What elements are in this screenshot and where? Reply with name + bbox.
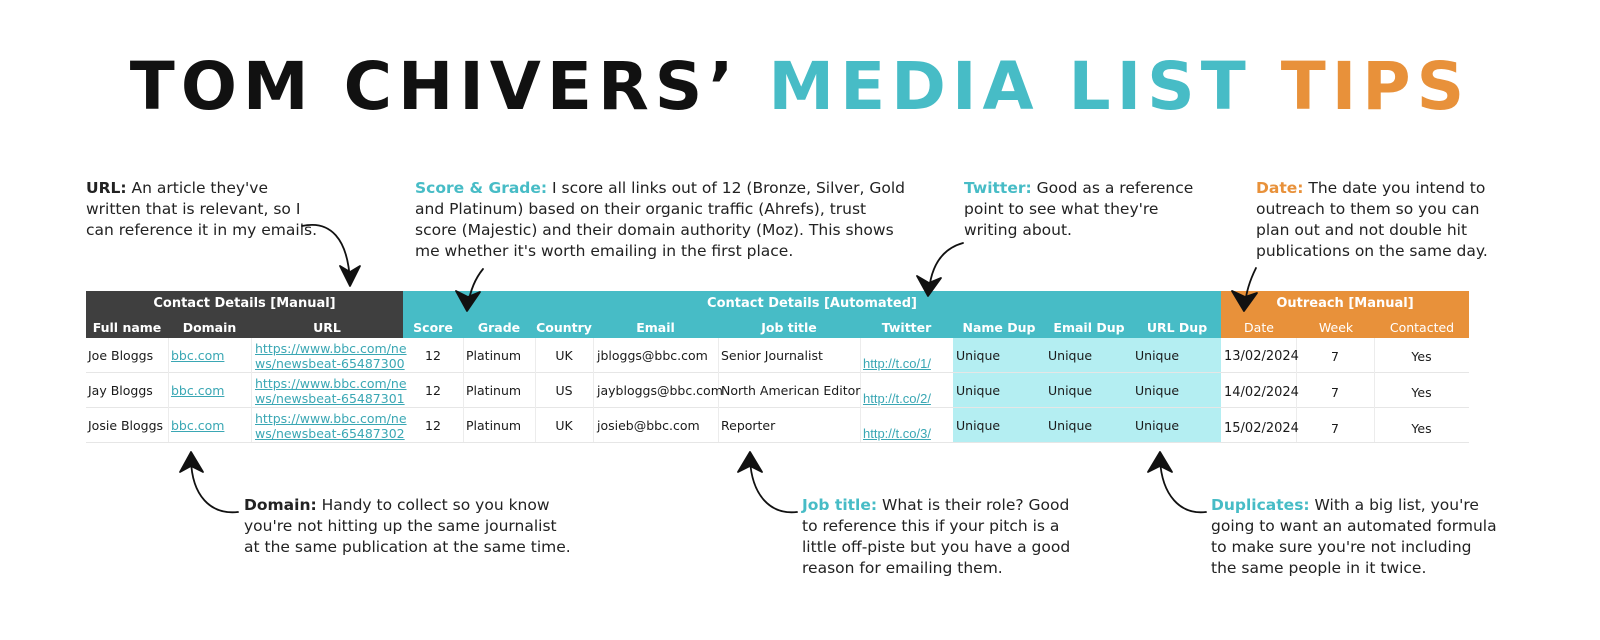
cell-url-dup: Unique xyxy=(1135,348,1180,363)
cell-url-line-2[interactable]: ws/newsbeat-65487300 xyxy=(255,356,405,371)
cell-email: jaybloggs@bbc.com xyxy=(597,383,723,398)
note-score-line-1: I score all links out of 12 (Bronze, Silver, Gold xyxy=(547,179,905,197)
note-twitter-line-3: writing about. xyxy=(964,221,1072,239)
cell-country: UK xyxy=(555,418,573,433)
note-date-label: Date: xyxy=(1256,179,1304,197)
note-score-line-4: me whether it's worth emailing in the first place. xyxy=(415,242,794,260)
note-date-line-3: plan out and not double hit xyxy=(1256,221,1468,239)
note-jobtitle-label: Job title: xyxy=(802,496,878,514)
col-header-twitter: Twitter xyxy=(881,320,932,335)
cell-contacted: Yes xyxy=(1411,349,1432,364)
cell-url-line-1[interactable]: https://www.bbc.com/ne xyxy=(255,376,407,391)
cell-email: josieb@bbc.com xyxy=(597,418,700,433)
cell-url-line-2[interactable]: ws/newsbeat-65487301 xyxy=(255,391,405,406)
note-duplicates-line-1: With a big list, you're xyxy=(1309,496,1479,514)
cell-email-dup: Unique xyxy=(1048,418,1093,433)
col-header-week: Week xyxy=(1318,320,1354,335)
note-twitter-line-2: point to see what they're xyxy=(964,200,1159,218)
arrowhead-twitter-icon xyxy=(917,276,941,296)
cell-contacted: Yes xyxy=(1411,385,1432,400)
col-header-job-title: Job title xyxy=(761,320,817,335)
note-twitter-line-1: Good as a reference xyxy=(1031,179,1194,197)
cell-url-line-1[interactable]: https://www.bbc.com/ne xyxy=(255,411,407,426)
col-header-contacted: Contacted xyxy=(1389,320,1455,335)
cell-week: 7 xyxy=(1331,421,1339,436)
cell-twitter-link[interactable]: http://t.co/1/ xyxy=(863,356,931,371)
header-group-manual-title: Contact Details [Manual] xyxy=(153,296,336,311)
col-header-grade: Grade xyxy=(477,320,521,335)
cell-score: 12 xyxy=(425,383,441,398)
cell-date: 14/02/2024 xyxy=(1224,385,1299,400)
cell-domain-link[interactable]: bbc.com xyxy=(171,383,225,398)
note-score-line-2: and Platinum) based on their organic traffic (Ahrefs), trust xyxy=(415,200,867,218)
cell-name-dup: Unique xyxy=(956,418,1001,433)
col-header-email-dup: Email Dup xyxy=(1053,320,1125,335)
col-header-date: Date xyxy=(1244,320,1274,335)
note-jobtitle-line-1: What is their role? Good xyxy=(877,496,1070,514)
title-part-3: TIPS xyxy=(1280,48,1471,125)
note-jobtitle-line-3: little off-piste but you have a good xyxy=(802,538,1071,556)
cell-email-dup: Unique xyxy=(1048,383,1093,398)
cell-url-dup: Unique xyxy=(1135,418,1180,433)
note-jobtitle-line-2: to reference this if your pitch is a xyxy=(802,517,1060,535)
col-header-domain: Domain xyxy=(182,320,237,335)
cell-grade: Platinum xyxy=(466,418,522,433)
cell-name-dup: Unique xyxy=(956,383,1001,398)
cell-name-dup: Unique xyxy=(956,348,1001,363)
note-url-line-2: written that is relevant, so I xyxy=(86,200,301,218)
note-duplicates-line-2: going to want an automated formula xyxy=(1211,517,1497,535)
cell-email: jbloggs@bbc.com xyxy=(597,348,708,363)
col-header-url-dup: URL Dup xyxy=(1146,320,1208,335)
note-jobtitle-line-4: reason for emailing them. xyxy=(802,559,1003,577)
note-domain-line-3: at the same publication at the same time. xyxy=(244,538,571,556)
note-date-line-2: outreach to them so you can xyxy=(1256,200,1480,218)
arrowhead-date-icon xyxy=(1232,291,1257,311)
cell-twitter-link[interactable]: http://t.co/3/ xyxy=(863,426,931,441)
col-header-full-name: Full name xyxy=(92,320,162,335)
cell-score: 12 xyxy=(425,418,441,433)
cell-domain-link[interactable]: bbc.com xyxy=(171,418,225,433)
arrowhead-url-icon xyxy=(340,266,360,286)
cell-country: UK xyxy=(555,348,573,363)
cell-url-line-1[interactable]: https://www.bbc.com/ne xyxy=(255,341,407,356)
cell-score: 12 xyxy=(425,348,441,363)
col-header-country: Country xyxy=(536,320,592,335)
note-duplicates-label: Duplicates: xyxy=(1211,496,1310,514)
cell-grade: Platinum xyxy=(466,383,522,398)
cell-twitter-link[interactable]: http://t.co/2/ xyxy=(863,391,931,406)
cell-url-dup: Unique xyxy=(1135,383,1180,398)
note-date-line-4: publications on the same day. xyxy=(1256,242,1488,260)
note-twitter-label: Twitter: xyxy=(964,179,1032,197)
header-group-automated-title: Contact Details [Automated] xyxy=(707,296,917,311)
cell-domain-link[interactable]: bbc.com xyxy=(171,348,225,363)
cell-url-line-2[interactable]: ws/newsbeat-65487302 xyxy=(255,426,405,441)
arrowhead-score-icon xyxy=(456,291,480,311)
note-url-label: URL: xyxy=(86,179,127,197)
cell-full-name: Joe Bloggs xyxy=(88,348,154,363)
note-duplicates-line-4: the same people in it twice. xyxy=(1211,559,1427,577)
note-domain-line-1: Handy to collect so you know xyxy=(316,496,550,514)
cell-date: 15/02/2024 xyxy=(1224,421,1299,436)
cell-job-title: Reporter xyxy=(721,418,776,433)
cell-week: 7 xyxy=(1331,385,1339,400)
col-header-email: Email xyxy=(636,320,675,335)
note-domain-label: Domain: xyxy=(244,496,317,514)
title-part-1: TOM CHIVERS’ xyxy=(129,48,740,125)
cell-full-name: Josie Bloggs xyxy=(88,418,164,433)
cell-date: 13/02/2024 xyxy=(1224,349,1299,364)
note-duplicates-line-3: to make sure you're not including xyxy=(1211,538,1472,556)
cell-grade: Platinum xyxy=(466,348,522,363)
note-url-line-3: can reference it in my emails. xyxy=(86,221,318,239)
col-header-score: Score xyxy=(413,320,453,335)
cell-full-name: Jay Bloggs xyxy=(88,383,153,398)
cell-contacted: Yes xyxy=(1411,421,1432,436)
note-score-line-3: score (Majestic) and their domain authority (Moz). This shows xyxy=(415,221,894,239)
cell-job-title: Senior Journalist xyxy=(721,348,823,363)
note-url-line-1: An article they've xyxy=(126,179,269,197)
col-header-url: URL xyxy=(313,320,341,335)
header-group-outreach-title: Outreach [Manual] xyxy=(1276,296,1414,311)
cell-week: 7 xyxy=(1331,349,1339,364)
cell-email-dup: Unique xyxy=(1048,348,1093,363)
cell-job-title: North American Editor xyxy=(721,383,861,398)
title-part-2: MEDIA LIST xyxy=(768,48,1252,125)
note-domain-line-2: you're not hitting up the same journalist xyxy=(244,517,557,535)
col-header-name-dup: Name Dup xyxy=(962,320,1036,335)
cell-country: US xyxy=(555,383,573,398)
note-score-label: Score & Grade: xyxy=(415,179,548,197)
note-date-line-1: The date you intend to xyxy=(1303,179,1486,197)
